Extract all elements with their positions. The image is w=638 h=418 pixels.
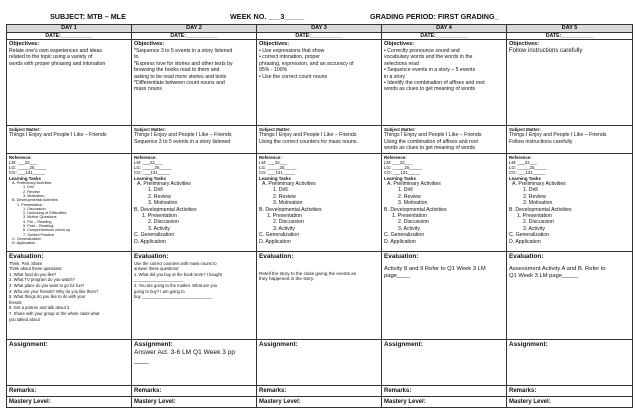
learning-tasks-label: Learning Tasks	[9, 175, 41, 181]
assignment-cell	[132, 339, 257, 385]
subject-matter-text: Things I Enjoy and People I Like – Friends Sequence 3 to 5 events in a story listened	[134, 132, 232, 145]
task-item: D. Application	[259, 238, 291, 245]
objectives-label: Objectives:	[509, 41, 540, 47]
reference-tasks-cell	[382, 153, 507, 251]
objective-line: vocabulary words and the words in the	[384, 54, 473, 61]
evaluation-cell	[7, 251, 132, 339]
objective-line: selections read	[384, 60, 419, 67]
objective-line: *Sequence 3 to 5 events in a story listened	[134, 48, 233, 54]
objectives-cell	[7, 40, 132, 126]
remarks-label: Remarks:	[134, 387, 162, 394]
task-item: 2. Review	[23, 189, 40, 194]
reference-tasks-cell	[132, 153, 257, 251]
objective-line: in a story	[384, 73, 406, 80]
reference-tasks-row	[7, 153, 633, 251]
task-item: B. Developmental Activities	[12, 198, 58, 203]
day-header: DAY 1	[7, 25, 132, 33]
subject-matter-text: Things I Enjoy and People I Like – Friends	[9, 132, 107, 139]
task-item: B. Developmental Activities	[259, 206, 322, 213]
objectives-cell	[257, 40, 382, 126]
mastery-cell	[132, 396, 257, 407]
day-header-row	[7, 25, 633, 33]
reference-lg: LG: _____25_____	[259, 165, 297, 171]
assignment-label: Assignment:	[134, 340, 173, 348]
learning-tasks-label: Learning Tasks	[259, 175, 291, 181]
remarks-row	[7, 385, 633, 396]
objective-line: • Correctly pronounce sound and	[384, 48, 460, 54]
remarks-cell	[507, 385, 633, 396]
task-item: 1. Drill	[148, 187, 163, 194]
task-item: A. Preliminary Activities	[262, 181, 316, 188]
assignment-cell	[382, 339, 507, 385]
day-header: DAY 3	[257, 25, 382, 33]
subject-matter-text: Things I Enjoy and People I Like – Friends Follow instructions carefully	[509, 132, 607, 145]
mastery-label: Mastery Level:	[134, 398, 176, 405]
task-item: B. Developmental Activities	[134, 206, 197, 213]
assignment-label: Assignment:	[9, 340, 48, 348]
date-row	[7, 33, 633, 40]
task-item: 6. Comprehension check up	[23, 228, 71, 233]
reference-lg: LG: _____25_____	[384, 165, 422, 171]
evaluation-cell	[382, 251, 507, 339]
subject-matter-text: Things I Enjoy and People I Like – Friends Using the correct counters for mass nouns.	[259, 132, 358, 145]
evaluation-text: Retell the story to the class giving the events as they happened in the story.	[259, 270, 357, 282]
task-item: 2. Discussion	[523, 219, 554, 226]
task-item: C. Generalization	[259, 232, 300, 239]
reference-label: Reference:	[259, 154, 282, 160]
reference-cg: CG: ___131_____	[509, 170, 545, 176]
lesson-plan-header	[0, 12, 638, 24]
task-item: 1. Presentation	[392, 213, 427, 220]
subject-matter-label: Subject Matter:	[509, 127, 541, 132]
task-item: 1. Drill	[398, 187, 413, 194]
date-field: DATE:___________	[382, 33, 507, 40]
objectives-label: Objectives:	[9, 41, 40, 47]
subject-matter-cell	[382, 126, 507, 154]
objective-line: • correct intonation, proper	[259, 54, 320, 61]
task-item: A. Preliminary Activities	[12, 181, 52, 186]
reference-cg: CG: ___131_____	[9, 170, 45, 176]
evaluation-cell	[257, 251, 382, 339]
task-item: 3. Activity	[148, 225, 170, 232]
mastery-label: Mastery Level:	[509, 398, 551, 405]
objective-line: • Use expressions that show	[259, 48, 325, 54]
evaluation-cell	[507, 251, 633, 339]
task-item: 3. Motivation	[273, 200, 303, 207]
reference-lm: LM: ___22___	[134, 160, 163, 166]
task-item: D. Application	[384, 238, 416, 245]
objective-line: Follow instructions carefully	[509, 48, 583, 54]
task-item: B. Developmental Activities	[509, 206, 572, 213]
reference-lg: LG: _____25_____	[134, 165, 172, 171]
objectives-cell	[382, 40, 507, 126]
reference-label: Reference:	[134, 154, 157, 160]
reference-tasks-cell	[257, 153, 382, 251]
task-item: 2. Unlocking of Difficulties	[23, 211, 67, 216]
reference-label: Reference:	[9, 154, 32, 160]
objectives-label: Objectives:	[134, 41, 165, 47]
subject-title: SUBJECT: MTB – MLE	[50, 12, 126, 21]
date-field: DATE:___________	[7, 33, 132, 40]
reference-cg: CG: ___131_____	[134, 170, 170, 176]
task-item: A. Preliminary Activities	[387, 181, 441, 188]
remarks-label: Remarks:	[9, 387, 37, 394]
remarks-label: Remarks:	[509, 387, 537, 394]
evaluation-text: Use the correct counters with mass nouns to answer these questions: 1. What did you buy at the book store? I bought _____________________ 2. You are going to the market. What are you going to buy? I am going to buy ______________________________	[134, 260, 222, 300]
date-field: DATE:___________	[257, 33, 382, 40]
learning-tasks-label: Learning Tasks	[509, 175, 541, 181]
assignment-row	[7, 339, 633, 385]
objective-line: words with proper phrasing and intonation	[9, 60, 106, 67]
task-item: D. Application	[12, 241, 36, 246]
day-header: DAY 2	[132, 25, 257, 33]
reference-tasks-cell	[507, 153, 633, 251]
task-item: 1. Drill	[23, 185, 34, 190]
objective-line: 95% - 100%	[259, 67, 288, 74]
objective-line: • Identify the combination of affixes and root	[384, 80, 485, 87]
lesson-plan-table	[6, 24, 633, 408]
mastery-cell	[7, 396, 132, 407]
remarks-label: Remarks:	[384, 387, 412, 394]
evaluation-label: Evaluation:	[259, 252, 294, 260]
remarks-cell	[7, 385, 132, 396]
evaluation-label: Evaluation:	[9, 252, 44, 260]
task-item: A. Preliminary Activities	[137, 181, 191, 188]
objectives-label: Objectives:	[384, 41, 415, 47]
task-item: 3. Motivation	[23, 193, 45, 198]
mastery-label: Mastery Level:	[384, 398, 426, 405]
reference-label: Reference:	[509, 154, 532, 160]
remarks-cell	[382, 385, 507, 396]
assignment-cell	[7, 339, 132, 385]
task-item: 1. Drill	[273, 187, 288, 194]
subject-matter-label: Subject Matter:	[134, 127, 166, 132]
task-item: 3. Motivation	[148, 200, 178, 207]
task-item: 1. Discussion	[23, 206, 46, 211]
week-number: WEEK NO. ___3_____	[230, 12, 305, 21]
subject-matter-cell	[132, 126, 257, 154]
remarks-cell	[257, 385, 382, 396]
subject-matter-row	[7, 126, 633, 154]
objective-line: Relate one's own experiences and ideas	[9, 48, 102, 54]
evaluation-label: Evaluation:	[509, 252, 544, 260]
reference-cg: CG: ___131_____	[384, 170, 420, 176]
subject-matter-cell	[7, 126, 132, 154]
objective-line: to.	[134, 54, 140, 61]
evaluation-text: Think, Pair, Share Think about these questions: 1. What food do you like? 2. What TV program do you watch? 3. What place do you want to go for fun? 4. Who are your friends? Why do you like them? 5. What things do you like to do with your friends 6. Get a partner and talk about it. 7. Share with your group or the whole class what you talked about	[9, 260, 100, 322]
grading-period: GRADING PERIOD: FIRST GRADING_	[370, 12, 499, 21]
remarks-label: Remarks:	[259, 387, 287, 394]
task-item: 2. Review	[398, 193, 421, 200]
day-header: DAY 4	[382, 25, 507, 33]
subject-matter-label: Subject Matter:	[9, 127, 41, 132]
task-item: 2. Review	[523, 193, 546, 200]
task-item: 2. Review	[273, 193, 296, 200]
task-item: C. Generalization	[12, 236, 42, 241]
task-item: 3. Motivation	[398, 200, 428, 207]
objective-line: *Express love for stories and other texts by	[134, 60, 233, 67]
task-item: 5. Post – Reading	[23, 224, 54, 229]
objective-line: asking to be read more stories and texts	[134, 73, 227, 80]
reference-tasks-cell	[7, 153, 132, 251]
date-field: DATE:___________	[132, 33, 257, 40]
day-header: DAY 5	[507, 25, 633, 33]
date-field: DATE:___________	[507, 33, 633, 40]
assignment-cell	[257, 339, 382, 385]
objective-line: • Use the correct count nouns	[259, 73, 328, 80]
objectives-cell	[507, 40, 633, 126]
evaluation-text: Activity 8 and 9 Refer to Q1 Week 3 LM page____	[384, 265, 486, 279]
task-item: 3. Activity	[523, 225, 545, 232]
task-item: 2. Review	[148, 193, 171, 200]
subject-matter-label: Subject Matter:	[384, 127, 416, 132]
task-item: 1. Presentation	[517, 213, 552, 220]
mastery-label: Mastery Level:	[259, 398, 301, 405]
objective-line: words as clues to get meaning of words	[384, 86, 476, 93]
task-item: 3. Activity	[398, 225, 420, 232]
task-item: 2. Discussion	[273, 219, 304, 226]
task-item: 1. Presentation	[142, 213, 177, 220]
reference-cg: CG: ___131_____	[259, 170, 295, 176]
reference-lg: LG: _____25_____	[509, 165, 547, 171]
task-item: 3. Motive Questions	[23, 215, 57, 220]
mastery-row	[7, 396, 633, 407]
objective-line: *Differentiate between count nouns and	[134, 80, 225, 87]
assignment-label: Assignment:	[259, 340, 298, 348]
objective-line: • Sequence events in a story – 5 events	[384, 67, 476, 74]
task-item: 1. Presentation	[17, 202, 43, 207]
reference-lm: LM: ___22___	[9, 160, 38, 166]
evaluation-text: Assessment Activity A and B. Refer to Q1 Week 3 LM page_____	[509, 265, 606, 279]
task-item: 4. Pre – Reading	[23, 219, 52, 224]
subject-matter-label: Subject Matter:	[259, 127, 291, 132]
assignment-label: Assignment:	[509, 340, 548, 348]
objectives-cell	[132, 40, 257, 126]
subject-matter-cell	[507, 126, 633, 154]
remarks-cell	[132, 385, 257, 396]
task-item: 1. Presentation	[267, 213, 302, 220]
reference-lg: LG: _____25_____	[9, 165, 47, 171]
task-item: 3. Activity	[273, 225, 295, 232]
reference-label: Reference:	[384, 154, 407, 160]
task-item: C. Generalization	[384, 232, 425, 239]
objective-line: browsing the books read to them and	[134, 67, 220, 74]
mastery-cell	[382, 396, 507, 407]
reference-lm: LM: ___22___	[509, 160, 538, 166]
task-item: D. Application	[134, 238, 166, 245]
task-item: 3. Motivation	[523, 200, 553, 207]
learning-tasks-label: Learning Tasks	[384, 175, 416, 181]
objective-line: phrasing, expression, and an accuracy of	[259, 60, 354, 67]
objectives-row	[7, 40, 633, 126]
subject-matter-cell	[257, 126, 382, 154]
task-item: 1. Drill	[523, 187, 538, 194]
mastery-cell	[257, 396, 382, 407]
assignment-label: Assignment:	[384, 340, 423, 348]
task-item: C. Generalization	[509, 232, 550, 239]
objectives-label: Objectives:	[259, 41, 290, 47]
task-item: C. Generalization	[134, 232, 175, 239]
task-item: 7. Guided Practice	[23, 232, 55, 237]
assignment-cell	[507, 339, 633, 385]
task-item: 2. Discussion	[398, 219, 429, 226]
evaluation-label: Evaluation:	[134, 252, 169, 260]
mastery-cell	[507, 396, 633, 407]
mastery-label: Mastery Level:	[9, 398, 51, 405]
assignment-text: Answer Act. 3-6 LM Q1 Week 3 pp ____	[134, 348, 236, 364]
learning-tasks-label: Learning Tasks	[134, 175, 166, 181]
task-item: A. Preliminary Activities	[512, 181, 566, 188]
task-item: D. Application	[509, 238, 541, 245]
evaluation-label: Evaluation:	[384, 252, 419, 260]
reference-lm: LM: ___22___	[384, 160, 413, 166]
objective-line: related to the topic using a variety of	[9, 54, 93, 61]
evaluation-row	[7, 251, 633, 339]
objective-line: mass nouns	[134, 86, 162, 93]
task-item: B. Developmental Activities	[384, 206, 447, 213]
task-item: 2. Discussion	[148, 219, 179, 226]
subject-matter-text: Things I Enjoy and People I Like – Friends Using the combination of affixes and root words as clues to get meaning of words	[384, 132, 482, 152]
evaluation-cell	[132, 251, 257, 339]
reference-lm: LM: ___22___	[259, 160, 288, 166]
